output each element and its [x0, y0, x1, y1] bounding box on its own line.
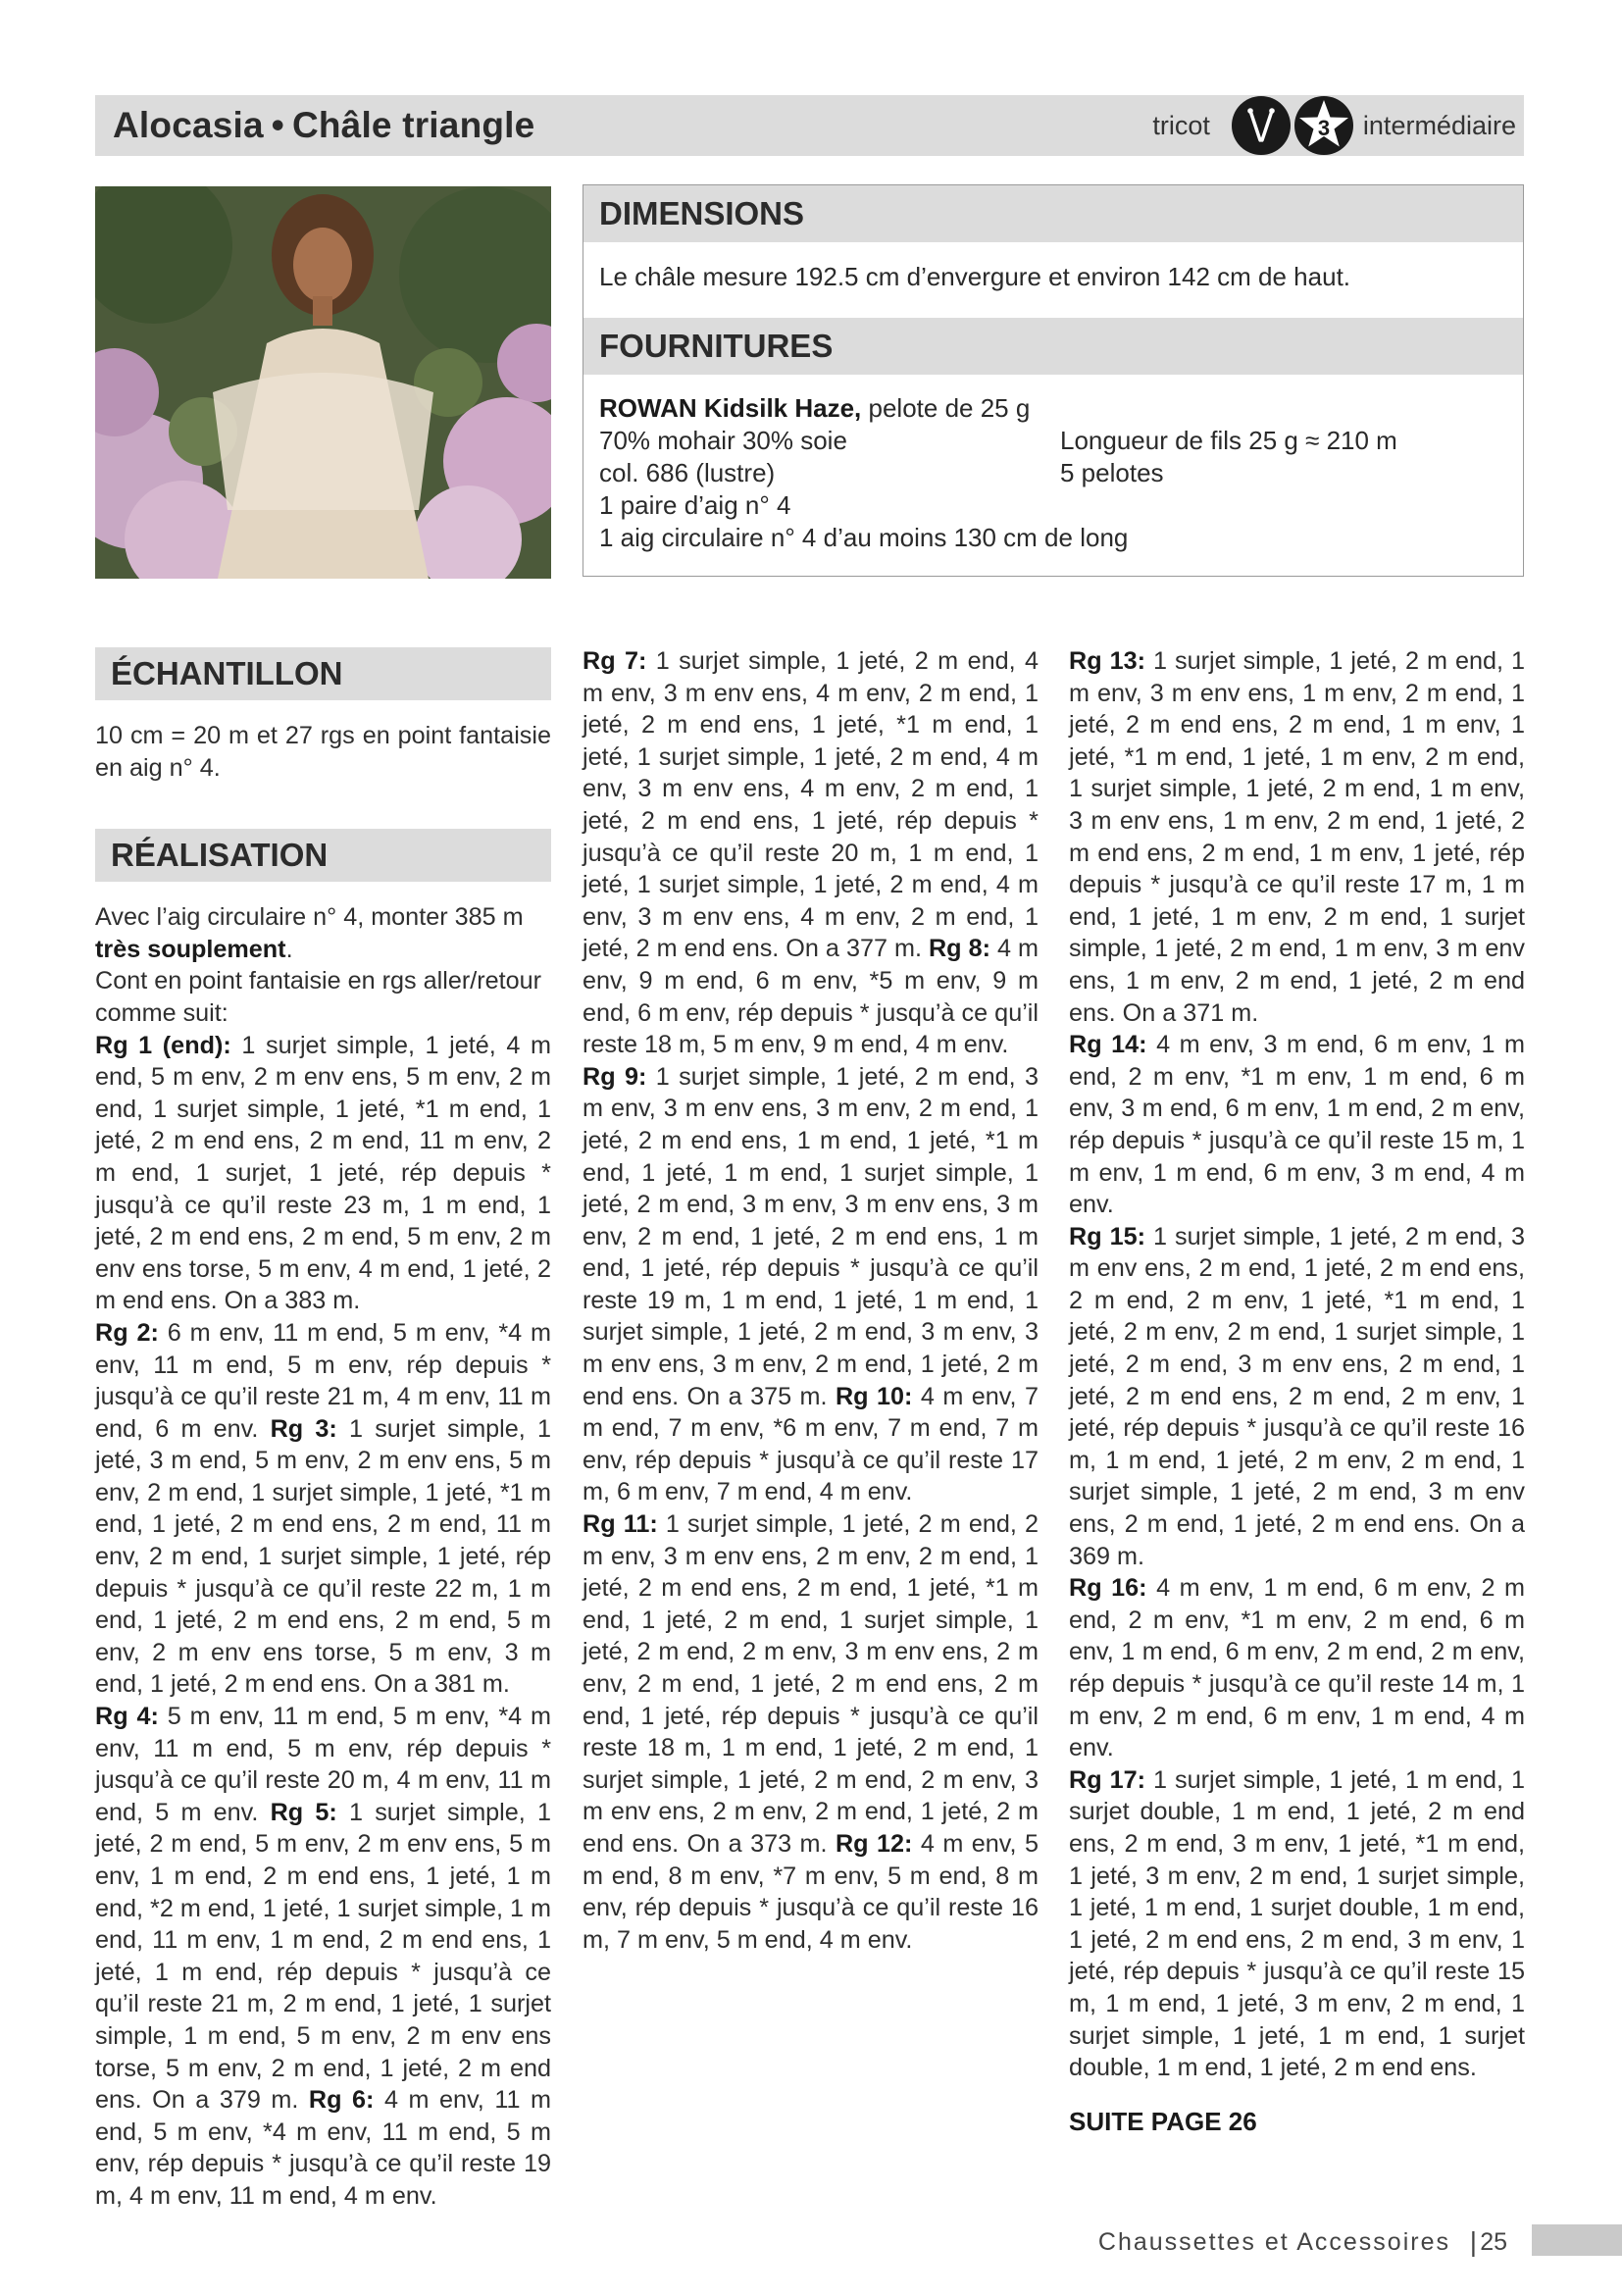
needles-pair: 1 paire d’aig n° 4 [599, 490, 791, 520]
yarn-color: col. 686 (lustre) [599, 458, 776, 487]
row-15: Rg 15: 1 surjet simple, 1 jeté, 2 m end, 3 m env ens, 2 m end, 1 jeté, 2 m end ens, 2 m end, 2 m env, 1 jeté, *1 m end, 1 jeté, 2 m env, 2 m end, 1 surjet simple, 1 jeté, 2 m end, 3 m env ens, 2 m end, 1 jeté, 2 m end ens, 2 m end, 2 m env, 1 jeté, rép depuis * jusqu’à ce qu’il reste 16 m, 1 m end, 1 jeté, 2 m env, 2 m end, 1 surjet simple, 1 jeté, 2 m end, 3 m env ens, 2 m end, 1 jeté, 2 m end ens. On a 369 m. [1069, 1222, 1525, 1570]
realisation-intro-2: Cont en point fantaisie en rgs aller/retour comme suit: [95, 967, 542, 1027]
craft-label: tricot [1152, 110, 1210, 140]
page-title [113, 105, 534, 146]
continued-note: SUITE PAGE 26 [1069, 2106, 1257, 2136]
fournitures-heading: FOURNITURES [583, 318, 1523, 375]
yarn-balls: 5 pelotes [1060, 458, 1164, 487]
page-number: 25 [1480, 2228, 1507, 2256]
echantillon-heading: ÉCHANTILLON [95, 647, 551, 700]
footer-tab [1532, 2224, 1622, 2256]
level-label: intermédiaire [1362, 110, 1516, 140]
column-1 [95, 647, 551, 2213]
title-bullet: • [271, 105, 284, 145]
row-1: Rg 1 (end): 1 surjet simple, 1 jeté, 4 m end, 5 m env, 2 m env ens, 5 m env, 2 m end, 1 surjet simple, 1 jeté, *1 m end, 1 jeté, 2 m end ens, 2 m end, 11 m env, 2 m end, 1 surjet, 1 jeté, rép depuis * jusqu’à ce qu’il reste 23 m, 1 m end, 1 jeté, 2 m end ens, 2 m end, 5 m env, 2 m env ens torse, 5 m env, 4 m end, 1 jeté, 2 m end ens. On a 383 m. [95, 1031, 551, 1315]
dimensions-heading: DIMENSIONS [583, 185, 1523, 242]
dimensions-text: Le châle mesure 192.5 cm d’envergure et environ 142 cm de haut. [599, 262, 1351, 291]
level-number: 3 [1317, 116, 1331, 140]
needles-circular: 1 aig circulaire n° 4 d’au moins 130 cm de long [599, 523, 1129, 552]
realisation-heading: RÉALISATION [95, 829, 551, 882]
model-photo [95, 186, 551, 579]
realisation-intro: Avec l’aig circulaire n° 4, monter 385 m très souplement. [95, 903, 524, 963]
yarn-line [599, 392, 1507, 425]
row-16: Rg 16: 4 m env, 1 m end, 6 m env, 2 m end, 2 m env, *1 m env, 2 m end, 6 m env, 1 m end, 6 m env, 2 m end, 2 m env, rép depuis * jusqu’à ce qu’il reste 14 m, 1 m env, 2 m end, 6 m env, 1 m end, 4 m env. [1069, 1574, 1525, 1762]
fournitures-list [583, 375, 1523, 554]
row-9-10: Rg 9: 1 surjet simple, 1 jeté, 2 m end, 3 m env, 3 m env ens, 3 m env, 2 m end, 1 jeté, 2 m end ens, 1 m end, 1 jeté, *1 m end, 1 jeté, 1 m end, 1 surjet simple, 1 jeté, 2 m end, 3 m env, 3 m env ens, 3 m env, 2 m end, 1 jeté, 2 m end ens, 1 m end, 1 jeté, rép depuis * jusqu’à ce qu’il reste 19 m, 1 m end, 1 jeté, 1 m end, 1 surjet simple, 1 jeté, 2 m end, 3 m env, 3 m env ens, 3 m env, 2 m end, 1 jeté, 2 m end ens. On a 375 m. Rg 10: 4 m env, 7 m end, 7 m env, *6 m env, 7 m end, 7 m env, rép depuis * jusqu’à ce qu’il reste 17 m, 6 m env, 7 m end, 4 m env. [583, 1062, 1039, 1506]
yarn-length: Longueur de fils 25 g ≈ 210 m [1060, 426, 1397, 455]
star-level-icon [1294, 96, 1353, 155]
yarn-weight: pelote de 25 g [861, 393, 1031, 423]
yarn-composition: 70% mohair 30% soie [599, 426, 847, 455]
column-2 [583, 645, 1039, 1956]
echantillon-text: 10 cm = 20 m et 27 rgs en point fantaisie en aig n° 4. [95, 722, 551, 782]
footer-section: Chaussettes et Accessoires [1097, 2228, 1450, 2256]
item-type: Châle triangle [291, 105, 535, 145]
pattern-name: Alocasia [113, 105, 264, 145]
row-2-3: Rg 2: 6 m env, 11 m end, 5 m env, *4 m env, 11 m end, 5 m env, rép depuis * jusqu’à ce qu’il reste 21 m, 4 m env, 11 m end, 6 m env. Rg 3: 1 surjet simple, 1 jeté, 3 m end, 5 m env, 2 m env ens, 5 m env, 2 m end, 1 surjet simple, 1 jeté, *1 m end, 1 jeté, 2 m end ens, 2 m end, 11 m env, 2 m end, 1 surjet simple, 1 jeté, rép depuis * jusqu’à ce qu’il reste 22 m, 1 m end, 1 jeté, 2 m end ens, 2 m end, 5 m env, 2 m env ens torse, 5 m env, 3 m end, 1 jeté, 2 m end ens. On a 381 m. [95, 1318, 552, 1699]
row-11-12: Rg 11: 1 surjet simple, 1 jeté, 2 m end, 2 m env, 3 m env ens, 2 m env, 2 m end, 1 jeté, 2 m end ens, 2 m end, 1 jeté, *1 m end, 1 jeté, 2 m end, 1 surjet simple, 1 jeté, 2 m end, 2 m env, 3 m env ens, 2 m env, 2 m end, 1 jeté, 2 m end ens, 2 m end, 1 jeté, rép depuis * jusqu’à ce qu’il reste 18 m, 1 m end, 1 jeté, 2 m end, 1 surjet simple, 1 jeté, 2 m end, 2 m env, 3 m env ens, 2 m env, 2 m end, 1 jeté, 2 m end ens. On a 373 m. Rg 12: 4 m env, 5 m end, 8 m env, *7 m env, 5 m end, 8 m env, rép depuis * jusqu’à ce qu’il reste 16 m, 7 m env, 5 m end, 4 m env. [583, 1510, 1039, 1954]
column-3 [1069, 645, 1525, 2137]
info-box [583, 184, 1524, 577]
yarn-name: ROWAN Kidsilk Haze, [599, 393, 862, 423]
row-13: Rg 13: 1 surjet simple, 1 jeté, 2 m end, 1 m env, 3 m env ens, 1 m env, 2 m end, 1 jeté, 2 m end ens, 2 m end, 1 m env, 1 jeté, *1 m end, 1 jeté, 1 m env, 2 m end, 1 surjet simple, 1 jeté, 2 m end, 1 m env, 3 m env ens, 1 m env, 2 m end, 1 jeté, 2 m end ens, 2 m end, 1 m env, 1 jeté, rép depuis * jusqu’à ce qu’il reste 17 m, 1 m end, 1 jeté, 1 m env, 2 m end, 1 surjet simple, 1 jeté, 2 m end, 1 m env, 3 m env ens, 1 m env, 2 m end, 1 jeté, 2 m end ens. On a 371 m. [1069, 647, 1525, 1027]
badges [1152, 95, 1516, 156]
footer-separator: | [1469, 2226, 1477, 2257]
row-17: Rg 17: 1 surjet simple, 1 jeté, 1 m end, 1 surjet double, 1 m end, 1 jeté, 2 m end ens, 2 m end, 3 m env, 1 jeté, *1 m end, 1 jeté, 3 m env, 2 m end, 1 surjet simple, 1 jeté, 1 m end, 1 surjet double, 1 m end, 1 jeté, 2 m end ens, 2 m end, 3 m env, 1 jeté, rép depuis * jusqu’à ce qu’il reste 15 m, 1 m end, 1 jeté, 3 m env, 2 m end, 1 surjet simple, 1 jeté, 1 m end, 1 surjet double, 1 m end, 1 jeté, 2 m end ens. [1069, 1765, 1525, 2082]
yarn-quantity [1060, 425, 1397, 489]
footer [0, 2224, 1622, 2264]
row-4-5: Rg 4: 5 m env, 11 m end, 5 m env, *4 m env, 11 m end, 5 m env, rép depuis * jusqu’à ce qu’il reste 20 m, 4 m env, 11 m end, 5 m env. Rg 5: 1 surjet simple, 1 jeté, 2 m end, 5 m env, 2 m env ens, 5 m env, 1 m end, 2 m end ens, 1 jeté, 1 m end, *2 m end, 1 jeté, 1 surjet simple, 1 m end, 11 m env, 1 m end, 2 m end ens, 1 jeté, 1 m end, rép depuis * jusqu’à ce qu’il reste 21 m, 2 m end, 1 jeté, 1 surjet simple, 1 m end, 5 m env, 2 m env ens torse, 5 m env, 2 m end, 1 jeté, 2 m end ens. On a 379 m. Rg 6: 4 m env, 11 m end, 5 m env, *4 m env, 11 m end, 5 m env, rép depuis * jusqu’à ce qu’il reste 19 m, 4 m env, 11 m end, 4 m env. [95, 1703, 552, 2210]
row-7-8: Rg 7: 1 surjet simple, 1 jeté, 2 m end, 4 m env, 3 m env ens, 4 m env, 2 m end, 1 jeté, 2 m end ens, 1 jeté, *1 m end, 1 jeté, 1 surjet simple, 1 jeté, 2 m end, 4 m env, 3 m env ens, 4 m env, 2 m end, 1 jeté, 2 m end ens, 1 jeté, rép depuis * jusqu’à ce qu’il reste 20 m, 1 m end, 1 jeté, 1 surjet simple, 1 jeté, 2 m end, 4 m env, 3 m env ens, 4 m env, 2 m end, 1 jeté, 2 m end ens. On a 377 m. Rg 8: 4 m env, 9 m end, 6 m env, *5 m env, 9 m end, 6 m env, rép depuis * jusqu’à ce qu’il reste 18 m, 5 m env, 9 m end, 4 m env. [583, 647, 1039, 1059]
knitting-needles-icon [1232, 96, 1291, 155]
title-bar [95, 95, 1524, 156]
row-14: Rg 14: 4 m env, 3 m end, 6 m env, 1 m end, 2 m env, *1 m env, 1 m end, 6 m env, 3 m end, 6 m env, 1 m end, 2 m env, rép depuis * jusqu’à ce qu’il reste 15 m, 1 m env, 1 m end, 6 m env, 3 m end, 4 m env. [1069, 1031, 1525, 1219]
